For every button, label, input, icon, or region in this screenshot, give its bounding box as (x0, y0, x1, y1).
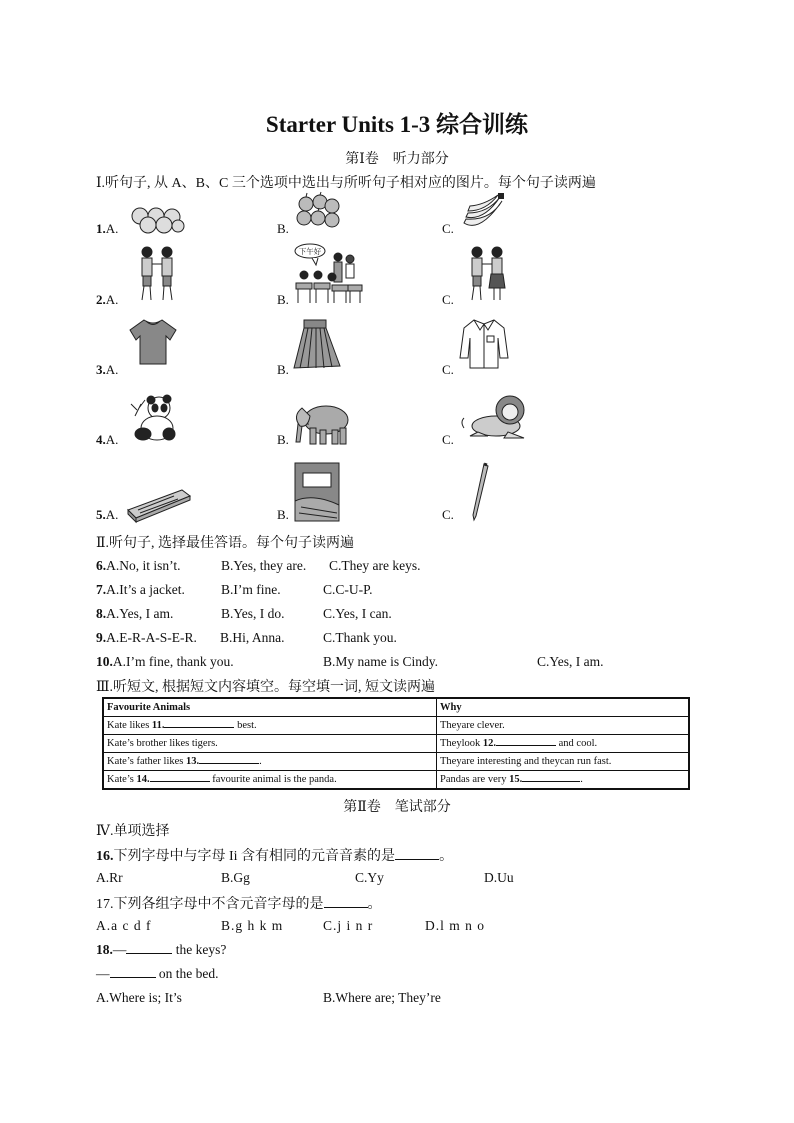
question-4-option-b[interactable]: B. (277, 432, 289, 447)
table-row (103, 753, 689, 771)
table-row (103, 771, 689, 790)
question-18-line-1: 18.— the keys? (96, 942, 227, 957)
answer-blank-18b[interactable] (110, 977, 156, 978)
table-cell: Kate’s father likes 13. . (103, 753, 437, 771)
oranges-icon (128, 206, 186, 234)
question-2-option-c[interactable]: C. (442, 292, 454, 307)
bananas-icon (460, 193, 506, 233)
blank-12[interactable] (496, 745, 556, 746)
answer-blank-17[interactable] (324, 907, 368, 908)
question-16-option-d[interactable]: D.Uu (484, 870, 514, 885)
question-3-option-b[interactable]: B. (277, 362, 289, 377)
two-boys-greeting-icon (137, 246, 177, 304)
question-16-option-b[interactable]: B.Gg (221, 870, 250, 885)
section-iii-heading: Ⅲ.听短文, 根据短文内容填空。每空填一词, 短文读两遍 (96, 680, 435, 695)
question-8-option-c[interactable]: C.Yes, I can. (323, 606, 392, 621)
question-2-option-a[interactable]: 2.A. (96, 292, 119, 307)
blank-15[interactable] (522, 781, 580, 782)
question-7-option-c[interactable]: C.C-U-P. (323, 582, 373, 597)
question-6-option-a[interactable]: 6.A.No, it isn’t. (96, 558, 181, 573)
classroom-greeting-icon (294, 243, 364, 305)
question-10-option-c[interactable]: C.Yes, I am. (537, 654, 604, 669)
question-4-option-a[interactable]: 4.A. (96, 432, 119, 447)
skirt-icon (292, 318, 342, 372)
question-9-option-c[interactable]: C.Thank you. (323, 630, 397, 645)
blank-11[interactable] (164, 727, 234, 728)
question-6-option-c[interactable]: C.They are keys. (329, 558, 421, 573)
question-17-stem: 17.下列各组字母中不含元音字母的是 。 (96, 897, 382, 912)
question-5-option-c[interactable]: C. (442, 507, 454, 522)
table-cell: Theyare clever. (437, 717, 690, 735)
table-cell: Theylook 12. and cool. (437, 735, 690, 753)
question-1-option-a[interactable]: 1.A. (96, 221, 119, 236)
t-shirt-icon (128, 318, 178, 366)
favourite-animals-table (102, 697, 690, 790)
question-18-option-b[interactable]: B.Where are; They’re (323, 990, 441, 1005)
question-6-option-b[interactable]: B.Yes, they are. (221, 558, 307, 573)
question-17-option-b[interactable]: B.g h k m (221, 918, 284, 933)
question-17-option-d[interactable]: D.l m n o (425, 918, 486, 933)
table-cell: Kate’s brother likes tigers. (103, 735, 437, 753)
panda-icon (127, 394, 177, 444)
question-1-option-c[interactable]: C. (442, 221, 454, 236)
table-header-favourite-animals: Favourite Animals (103, 698, 437, 717)
question-17-option-a[interactable]: A.a c d f (96, 918, 152, 933)
question-17-option-c[interactable]: C.j i n r (323, 918, 374, 933)
page-title: Starter Units 1-3 综合训练 (265, 112, 529, 137)
blank-13[interactable] (199, 763, 259, 764)
question-7-option-b[interactable]: B.I’m fine. (221, 582, 281, 597)
boy-and-girl-greeting-icon (467, 246, 507, 304)
answer-blank-18a[interactable] (126, 953, 172, 954)
question-3-option-a[interactable]: 3.A. (96, 362, 119, 377)
table-row (103, 717, 689, 735)
table-cell: Theyare interesting and theycan run fast. (437, 753, 690, 771)
lion-icon (458, 392, 528, 442)
pencil-box-icon (124, 484, 192, 524)
apples-icon (296, 192, 340, 232)
section-iv-heading: Ⅳ.单项选择 (96, 824, 170, 839)
question-8-option-b[interactable]: B.Yes, I do. (221, 606, 285, 621)
question-16-option-a[interactable]: A.Rr (96, 870, 123, 885)
shirt-icon (458, 318, 510, 370)
blank-14[interactable] (150, 781, 210, 782)
notebook-icon (293, 461, 341, 523)
question-16-stem: 16.下列字母中与字母 Ii 含有相同的元音音素的是 。 (96, 849, 454, 864)
elephant-icon (290, 402, 356, 446)
part-two-heading: 第Ⅱ卷 笔试部分 (343, 800, 451, 815)
question-4-option-c[interactable]: C. (442, 432, 454, 447)
table-row (103, 735, 689, 753)
question-18-line-2: — on the bed. (96, 966, 219, 981)
question-8-option-a[interactable]: 8.A.Yes, I am. (96, 606, 174, 621)
section-i-heading: Ⅰ.听句子, 从 A、B、C 三个选项中选出与所听句子相对应的图片。每个句子读两遍 (96, 176, 596, 191)
table-cell: Pandas are very 15. . (437, 771, 690, 790)
question-16-option-c[interactable]: C.Yy (355, 870, 384, 885)
table-cell: Kate’s 14. favourite animal is the panda. (103, 771, 437, 790)
part-one-heading: 第Ⅰ卷 听力部分 (345, 152, 449, 167)
question-1-option-b[interactable]: B. (277, 221, 289, 236)
question-5-option-b[interactable]: B. (277, 507, 289, 522)
speech-bubble-text: 下午好 (298, 247, 322, 256)
question-5-option-a[interactable]: 5.A. (96, 507, 119, 522)
table-header-why: Why (437, 698, 690, 717)
question-9-option-b[interactable]: B.Hi, Anna. (220, 630, 285, 645)
question-18-option-a[interactable]: A.Where is; It’s (96, 990, 182, 1005)
question-10-option-b[interactable]: B.My name is Cindy. (323, 654, 439, 669)
table-header-row (103, 698, 689, 717)
question-7-option-a[interactable]: 7.A.It’s a jacket. (96, 582, 185, 597)
question-2-option-b[interactable]: B. (277, 292, 289, 307)
answer-blank-16[interactable] (395, 859, 439, 860)
table-cell: Kate likes 11. best. (103, 717, 437, 735)
question-9-option-a[interactable]: 9.A.E-R-A-S-E-R. (96, 630, 197, 645)
pen-icon (470, 462, 490, 522)
section-ii-heading: Ⅱ.听句子, 选择最佳答语。每个句子读两遍 (96, 536, 355, 551)
question-3-option-c[interactable]: C. (442, 362, 454, 377)
question-10-option-a[interactable]: 10.A.I’m fine, thank you. (96, 654, 234, 669)
